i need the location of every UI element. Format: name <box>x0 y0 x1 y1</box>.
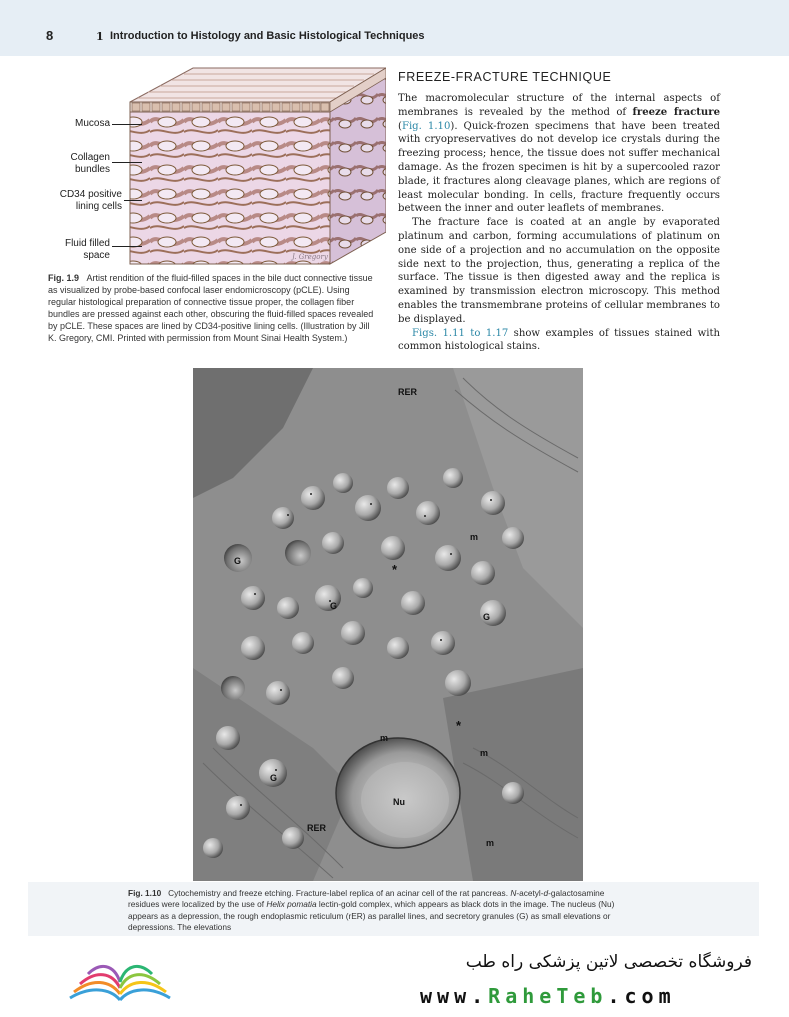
figure-1-9-caption <box>48 272 376 344</box>
store-name: فروشگاه تخصصی لاتین پزشکی راه طب <box>465 952 752 972</box>
caption-part-c: -galactosamine residues were localized by the use of <box>128 888 605 910</box>
p1-text-b: ( <box>398 120 402 132</box>
caption-italic-helix: Helix pomatia <box>266 899 317 910</box>
section-heading: FREEZE-FRACTURE TECHNIQUE <box>398 70 612 84</box>
caption-italic-d: d <box>543 888 549 898</box>
freeze-fracture-term: freeze fracture <box>632 106 720 118</box>
figure-1-10-caption <box>128 888 628 934</box>
paragraph-1 <box>398 92 720 216</box>
cd34-leader <box>124 200 142 201</box>
label-g4: G <box>270 773 278 783</box>
paragraph-3 <box>398 327 720 355</box>
section-body <box>398 92 720 354</box>
url-prefix: www. <box>420 984 489 1008</box>
label-collagen-2: bundles <box>74 164 110 175</box>
label-cd34-2: lining cells <box>75 201 122 212</box>
label-m4: m <box>480 748 489 758</box>
label-star1: * <box>392 562 398 577</box>
caption-part-d: lectin-gold complex, which appears as black dots in the image. The nucleus (Nu) appears as a depression, the rough endoplasmic reticulum (rER) as parallel lines, and secretory granules (G) as small elevations or depressions. The elevations <box>128 899 615 933</box>
figure-1-9-caption-text: Artist rendition of the fluid-filled spaces in the bile duct connective tissue as visualized by probe-based confocal laser endomicroscopy (pCLE). Using regular histological preparation of connective tissue proper, the collagen fiber bundles are pressed against each other, obscuring the fluid-filled spaces revealed by pCLE. These spaces are lined by CD34-positive lining cells. (Illustration by Jill K. Gregory, CMI. Printed with permission from Mount Sinai Health System.) <box>48 273 374 343</box>
label-collagen-1: Collagen <box>70 152 110 163</box>
label-fluid-2: space <box>83 250 110 261</box>
figs-1-11-to-1-17-link[interactable]: Figs. 1.11 to 1.17 <box>412 327 509 339</box>
label-star2: * <box>456 718 462 733</box>
collagen-leader <box>112 162 142 163</box>
caption-part-b: -acetyl- <box>516 888 544 898</box>
label-m1: m <box>470 532 479 542</box>
label-rer-top: RER <box>398 387 418 397</box>
store-url[interactable] <box>420 984 676 1008</box>
book-logo-icon <box>60 948 180 1008</box>
paragraph-2: The fracture face is coated at an angle by evaporated platinum and carbon, forming accumulations of platinum on one side of a projection and no accumulation on the opposite side next to the projection, thus, generating a replica of the surface. The tissue is then digested away and the replica is examined by transmission electron microscopy. This method enables the transmembrane proteins of cellular membranes to be displayed. <box>398 217 720 325</box>
figure-1-10-caption-label: Fig. 1.10 <box>128 888 162 898</box>
label-m3: m <box>486 838 495 848</box>
artist-signature: J. Gregory <box>292 253 328 261</box>
p1-text-a: The macromolecular structure of the internal aspects of membranes is revealed by the method of <box>398 93 720 118</box>
label-mucosa: Mucosa <box>74 118 110 129</box>
label-m2: m <box>380 733 389 743</box>
chapter-title: Introduction to Histology and Basic Histological Techniques <box>110 30 425 42</box>
label-g1: G <box>234 556 242 566</box>
running-header <box>0 0 789 56</box>
open-book-icon <box>60 948 180 1008</box>
label-g2: G <box>330 601 338 611</box>
label-g3: G <box>483 612 491 622</box>
p1-text-c: ). Quick-frozen specimens that have been treated with cryopreservatives do not develop ice crystals during the freezing process; hence, the tissue does not suffer mechanical damage. As the frozen specimen is hit by a supercooled razor blade, it fractures along cleavage planes, which are regions of least molecular bonding. In cells, fracture frequently occurs between the inner and outer leaflets of membranes. <box>398 120 720 215</box>
label-nu: Nu <box>393 797 405 807</box>
figure-1-10-micrograph <box>193 368 583 881</box>
page-number: 8 <box>46 28 54 43</box>
url-suffix: .com <box>607 984 676 1008</box>
fluid-leader <box>112 246 142 247</box>
caption-italic-n: N <box>510 888 517 898</box>
freeze-fracture-micrograph <box>193 368 583 881</box>
caption-part-a: Cytochemistry and freeze etching. Fracture-label replica of an acinar cell of the rat pancreas. <box>168 888 511 898</box>
chapter-number: 1 <box>96 30 104 43</box>
label-rer-bottom: RER <box>307 823 327 833</box>
fig-1-10-link[interactable]: Fig. 1.10 <box>401 120 451 132</box>
p3-text: show examples of tissues stained with common histological stains. <box>398 327 720 353</box>
label-fluid-1: Fluid filled <box>64 238 110 249</box>
label-cd34-1: CD34 positive <box>59 189 122 200</box>
figure-1-9-caption-label: Fig. 1.9 <box>48 273 80 283</box>
mucosa-leader <box>112 124 142 125</box>
url-accent: RaheTeb <box>488 984 608 1008</box>
